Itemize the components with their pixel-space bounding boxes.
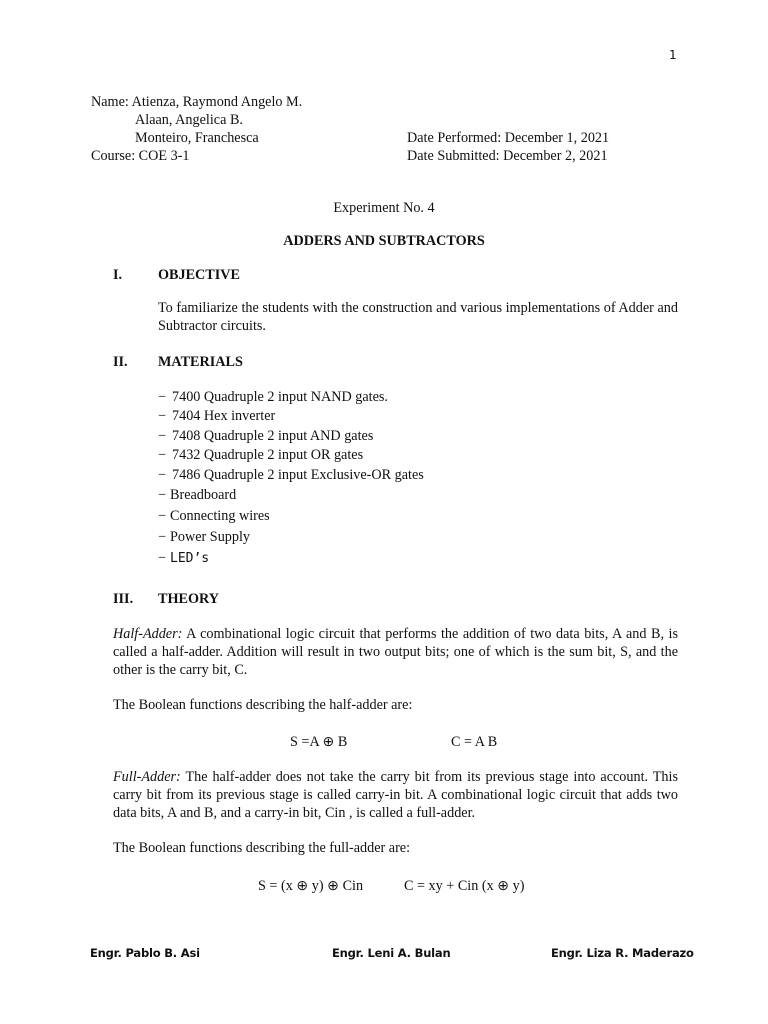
full-adder-paragraph <box>113 768 678 822</box>
list-item: − LED’s <box>158 549 210 566</box>
full-adder-intro: The Boolean functions describing the full-adder are: <box>113 840 411 856</box>
footer-signatory-right: Engr. Liza R. Maderazo <box>551 946 694 960</box>
section-number-theory: III. <box>113 591 134 607</box>
section-number-objective: I. <box>113 267 123 283</box>
course: Course: COE 3-1 <box>91 148 190 164</box>
half-adder-paragraph <box>113 625 678 679</box>
half-adder-text: A combinational logic circuit that performs the addition of two data bits, A and B, is called a half-adder. Addition will result in two output bits; one of which is the sum bit, S, and the other is the carry bit, C. <box>113 626 678 678</box>
list-item: − 7486 Quadruple 2 input Exclusive-OR gates <box>158 466 424 483</box>
half-adder-sum-equation: S =A ⊕ B <box>290 734 348 750</box>
name-label: Name: <box>91 94 129 110</box>
half-adder-intro: The Boolean functions describing the half-adder are: <box>113 697 413 713</box>
experiment-number: Experiment No. 4 <box>333 200 435 216</box>
footer-signatory-left: Engr. Pablo B. Asi <box>90 946 200 960</box>
list-item: − 7408 Quadruple 2 input AND gates <box>158 427 374 444</box>
footer-signatory-center: Engr. Leni A. Bulan <box>332 946 451 960</box>
date-performed: Date Performed: December 1, 2021 <box>407 130 610 146</box>
full-adder-term: Full-Adder: <box>113 769 181 785</box>
section-number-materials: II. <box>113 354 128 370</box>
section-heading-materials: MATERIALS <box>158 354 243 370</box>
list-item: − Connecting wires <box>158 507 270 524</box>
section-heading-theory: THEORY <box>158 591 219 607</box>
objective-text: To familiarize the students with the construction and various implementations of Adder and Subtractor circuits. <box>158 300 678 334</box>
full-adder-carry-equation: C = xy + Cin (x ⊕ y) <box>404 878 525 894</box>
materials-list <box>158 388 424 569</box>
student-name-2: Alaan, Angelica B. <box>135 112 243 128</box>
student-name-1: Atienza, Raymond Angelo M. <box>131 94 303 110</box>
list-item: − 7404 Hex inverter <box>158 408 276 425</box>
section-heading-objective: OBJECTIVE <box>158 267 240 283</box>
document-title: ADDERS AND SUBTRACTORS <box>283 233 485 249</box>
name-line <box>91 94 302 111</box>
half-adder-term: Half-Adder: <box>113 626 183 642</box>
full-adder-sum-equation: S = (x ⊕ y) ⊕ Cin <box>258 878 364 894</box>
page-number: 1 <box>669 48 677 62</box>
full-adder-text: The half-adder does not take the carry bit from its previous stage into account. This carry bit from its previous stage is called carry-in bit. A combinational logic circuit that adds two data bits, A and B, and a carry-in bit, Cin , is called a full-adder. <box>113 769 678 821</box>
list-item: − 7400 Quadruple 2 input NAND gates. <box>158 389 388 405</box>
student-name-3: Monteiro, Franchesca <box>135 130 259 146</box>
date-submitted: Date Submitted: December 2, 2021 <box>407 148 608 164</box>
half-adder-carry-equation: C = A B <box>451 734 498 750</box>
list-item: − Power Supply <box>158 528 251 545</box>
list-item: − 7432 Quadruple 2 input OR gates <box>158 447 364 464</box>
list-item: − Breadboard <box>158 486 237 503</box>
